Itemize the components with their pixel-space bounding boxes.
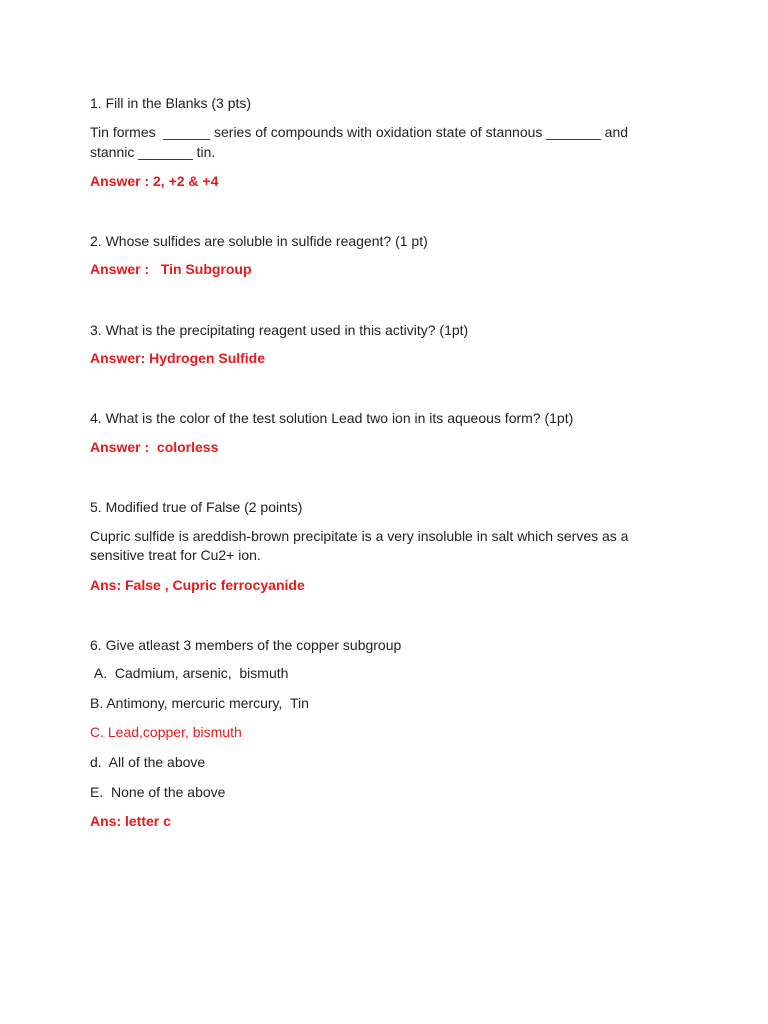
option-e: E. None of the above	[90, 784, 226, 800]
option-c-highlighted: C. Lead,copper, bismuth	[90, 724, 242, 740]
question-3-answer: Answer: Hydrogen Sulfide	[90, 350, 266, 366]
question-2-answer: Answer : Tin Subgroup	[90, 261, 252, 277]
question-4-heading: 4. What is the color of the test solution Lead two ion in its aqueous form? (1pt)	[90, 410, 574, 426]
question-1-heading: 1. Fill in the Blanks (3 pts)	[90, 95, 252, 111]
question-5-body-line-1: Cupric sulfide is areddish-brown precipitate is a very insoluble in salt which serves as a	[90, 528, 629, 544]
question-5-heading: 5. Modified true of False (2 points)	[90, 499, 303, 515]
question-3-heading: 3. What is the precipitating reagent used in this activity? (1pt)	[90, 322, 469, 338]
question-1-body-line-1: Tin formes ______ series of compounds with oxidation state of stannous _______ and	[90, 124, 629, 140]
option-b: B. Antimony, mercuric mercury, Tin	[90, 695, 309, 711]
question-5-body-line-2: sensitive treat for Cu2+ ion.	[90, 547, 261, 563]
question-6-heading: 6. Give atleast 3 members of the copper subgroup	[90, 637, 402, 653]
question-1-body-line-2: stannic _______ tin.	[90, 144, 216, 160]
question-5-answer: Ans: False , Cupric ferrocyanide	[90, 577, 305, 593]
question-1-answer: Answer : 2, +2 & +4	[90, 173, 219, 189]
option-a: A. Cadmium, arsenic, bismuth	[90, 665, 289, 681]
question-2-heading: 2. Whose sulfides are soluble in sulfide reagent? (1 pt)	[90, 233, 428, 249]
question-4-answer: Answer : colorless	[90, 439, 219, 455]
question-6-answer: Ans: letter c	[90, 813, 171, 829]
option-d: d. All of the above	[90, 754, 206, 770]
